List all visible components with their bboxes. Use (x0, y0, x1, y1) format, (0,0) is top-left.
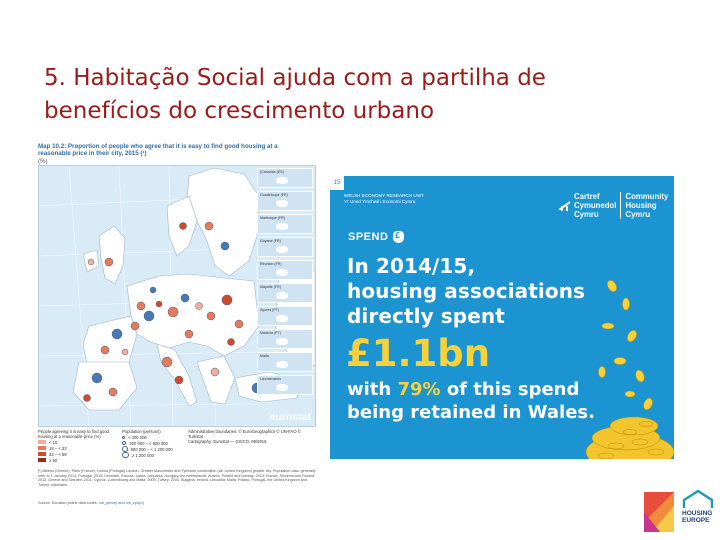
map-title: Map 10.2: Proportion of people who agree that it is easy to find good housing at a reasonable price in their city, 2015 (¹) (%) (38, 143, 308, 165)
infographic-number: 15 (330, 176, 344, 190)
legend-share-row (38, 457, 116, 463)
housing-europe-text: HOUSING EUROPE (682, 510, 713, 524)
legend-share-title: People agreeing it is easy to find good housing at a reasonable price (%) (38, 429, 110, 439)
slide-title: 5. Habitação Social ajuda com a partilha de benefícios do crescimento urbano (44, 65, 546, 124)
spend-amount: £1.1bn (346, 332, 491, 375)
housing-europe-mark-icon (640, 488, 680, 536)
legend-population-label: ≥ 1 200 000 (131, 452, 154, 458)
map-inset-land (276, 384, 288, 391)
legend-swatch (38, 440, 46, 444)
legend-share-label: < 10 (49, 439, 58, 445)
eurostat-watermark: eurostat (269, 412, 311, 423)
money-bag-icon (393, 231, 404, 243)
cch-house-icon (558, 200, 571, 211)
legend-swatch (38, 458, 46, 462)
map-inset-label: Mayotte (FR) (260, 285, 281, 289)
legend-share-label: 19 – < 33 (49, 445, 67, 451)
map-inset (257, 352, 313, 372)
legend-share-label: ≥ 50 (49, 457, 58, 463)
legend-population (122, 429, 182, 458)
map-inset (257, 214, 313, 234)
source-link[interactable]: urb_percep and urb_cpop1) (98, 501, 145, 505)
legend-population-label: 300 000 – < 600 000 (129, 440, 168, 446)
legend-swatch (38, 446, 46, 450)
legend-population-label: < 300 000 (128, 434, 147, 440)
map-inset-land (276, 315, 288, 322)
map-inset-land (276, 361, 288, 368)
legend-share (38, 429, 116, 463)
map-inset-land (276, 223, 288, 230)
retained-percent: 79% (397, 379, 441, 400)
cc-logo-welsh: Cartref Cymunedol Cymru (574, 192, 621, 219)
map-inset-land (276, 246, 288, 253)
map-inset (257, 237, 313, 257)
legend-circle (122, 436, 125, 439)
map-inset-land (276, 292, 288, 299)
community-housing-cymru-logo (558, 192, 668, 219)
map-inset (257, 260, 313, 280)
map-inset (257, 375, 313, 395)
map-inset-label: Guyane (FR) (260, 239, 281, 243)
infographic-headline: In 2014/15, housing associations directly spent (347, 254, 586, 328)
map-inset-label: Martinique (FR) (260, 216, 285, 220)
map-inset-label: (Canarias (ES) (260, 170, 284, 174)
legend-population-title: Population (persons) (122, 429, 161, 434)
map-inset (257, 283, 313, 303)
retained-text: with 79% of this spend being retained in Wales. (347, 379, 595, 423)
spend-label: SPEND £ (348, 231, 404, 243)
legend-admin: Administrative boundaries: © EuroGeographics © UN-FAO © Turkstat Cartography: Eurostat — GISCO, 09/2016 (188, 429, 301, 444)
map-unit: (%) (38, 157, 48, 165)
house-outline-icon (680, 488, 716, 512)
legend-circle (122, 446, 128, 452)
cc-logo-english: Community Housing Cymru (625, 192, 669, 219)
map-inset (257, 168, 313, 188)
map-inset-label: Madeira (PT) (260, 331, 281, 335)
map-inset-label: Açores (PT) (260, 308, 280, 312)
map-legend (38, 429, 320, 469)
map-inset-land (276, 269, 288, 276)
map-inset-label: Guadeloupe (FR) (260, 193, 288, 197)
housing-europe-logo (640, 488, 718, 536)
map-inset-label: Malta (260, 354, 269, 358)
map-inset-label: Réunion (FR) (260, 262, 282, 266)
legend-swatch (38, 452, 46, 456)
legend-population-row (122, 452, 182, 458)
legend-circle (122, 441, 126, 445)
map-inset (257, 306, 313, 326)
map-inset-land (276, 177, 288, 184)
map-inset-label: Liechtenstein (260, 377, 282, 381)
map-inset-land (276, 338, 288, 345)
legend-population-label: 600 000 – < 1 200 000 (130, 446, 173, 452)
map-inset-land (276, 200, 288, 207)
legend-share-label: 33 – < 50 (49, 451, 67, 457)
housing-associations-infographic (330, 176, 674, 459)
map-insets (257, 168, 313, 398)
map-footnote: (¹) Athens (Greece), Paris (France), Lisboa (Portugal) London, Greater Manchester and Tyneside conurbation (all: United Kingdom) greater city. Population data: generally refer to 1 January 2014. Portugal, 2015; Denmark, Estonia, Latvia, Lithuania, Hungary, the Netherlands, Austria, Poland and Norway: 2013; France, Slovenia and Finland: 2012; Greece and Sweden: 2011; Cyprus, Luxembourg and Malta: 2009; Turkey: 2004. Bulgaria, Ireland, Lithuania, Malta, Poland, Portugal, the United Kingdom and Turkey: estimates. (38, 469, 316, 487)
map-area (38, 165, 316, 427)
welsh-economy-research-unit-logo: WELSH ECONOMY RESEARCH UNIT Yr Uned Ymchwil i Economi Cymru (344, 193, 425, 204)
legend-circle (122, 452, 129, 459)
map-source: Source: Eurostat (online data codes: urb_percep and urb_cpop1) (38, 501, 145, 505)
map-inset (257, 329, 313, 349)
eurostat-map-figure (38, 143, 320, 515)
map-inset (257, 191, 313, 211)
